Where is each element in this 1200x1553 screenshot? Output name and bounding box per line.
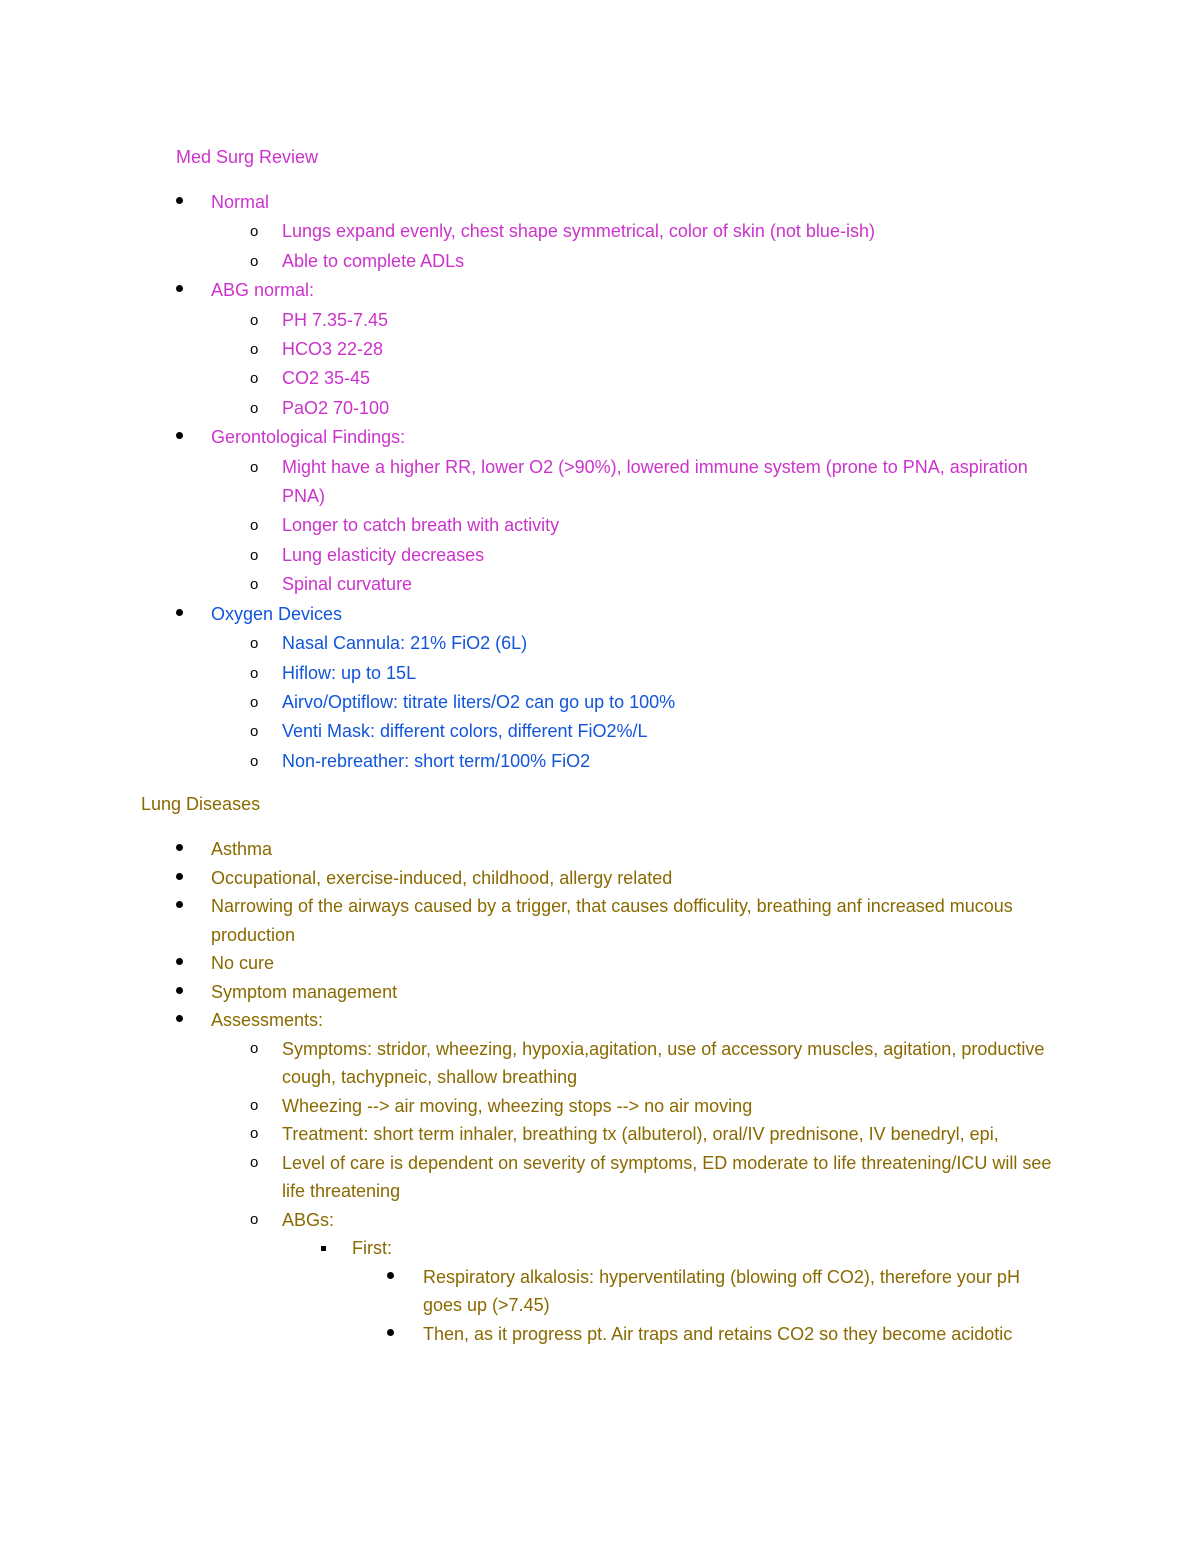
circle-bullet-icon: o bbox=[250, 252, 259, 270]
list-item bbox=[0, 1320, 1100, 1349]
item-text: Symptom management bbox=[211, 981, 398, 1002]
section-title-lung-diseases: Lung Diseases bbox=[141, 794, 261, 814]
circle-bullet-icon: o bbox=[250, 752, 259, 770]
circle-bullet-icon: o bbox=[250, 370, 259, 388]
bullet-icon bbox=[176, 197, 183, 204]
circle-bullet-icon: o bbox=[250, 693, 259, 711]
item-text: Longer to catch breath with activity bbox=[282, 515, 560, 536]
square-bullet-icon bbox=[321, 1246, 326, 1251]
list-item-abg bbox=[0, 276, 1100, 305]
list-item bbox=[0, 629, 1100, 658]
item-text: Hiflow: up to 15L bbox=[282, 662, 417, 683]
item-text: Able to complete ADLs bbox=[282, 250, 465, 271]
list-item bbox=[0, 1263, 1100, 1320]
list-item bbox=[0, 717, 1100, 746]
list-item bbox=[0, 394, 1100, 423]
list-item bbox=[0, 541, 1100, 570]
item-text: Occupational, exercise-induced, childhood, allergy related bbox=[211, 867, 673, 888]
item-text: PaO2 70-100 bbox=[282, 397, 390, 418]
circle-bullet-icon: o bbox=[250, 1096, 259, 1114]
item-label: ABG normal: bbox=[211, 280, 315, 301]
list-item bbox=[0, 1234, 1100, 1263]
list-item bbox=[0, 1092, 1100, 1121]
list-item bbox=[0, 1149, 1100, 1206]
bullet-icon bbox=[387, 1329, 394, 1336]
document-title: Med Surg Review bbox=[176, 147, 319, 167]
list-item bbox=[0, 570, 1100, 599]
item-label: Oxygen Devices bbox=[211, 603, 343, 624]
item-text: Non-rebreather: short term/100% FiO2 bbox=[282, 750, 591, 771]
item-text: Lungs expand evenly, chest shape symmetrical, color of skin (not blue-ish) bbox=[282, 221, 875, 242]
item-text: Symptoms: stridor, wheezing, hypoxia,agitation, use of accessory muscles, agitation, productive cough, tachypneic, shallow breathing bbox=[282, 1038, 1045, 1087]
item-text: Might have a higher RR, lower O2 (>90%), lowered immune system (prone to PNA, aspiration PNA) bbox=[282, 456, 1028, 507]
list-item bbox=[0, 364, 1100, 393]
item-text: Assessments: bbox=[211, 1010, 324, 1030]
bullet-icon bbox=[176, 901, 183, 908]
bullet-icon bbox=[176, 873, 183, 880]
list-item-gerontological bbox=[0, 423, 1100, 452]
circle-bullet-icon: o bbox=[250, 517, 259, 535]
bullet-icon bbox=[176, 432, 183, 439]
item-text: Asthma bbox=[211, 839, 273, 859]
list-item bbox=[0, 1006, 1100, 1035]
list-item-normal bbox=[0, 188, 1100, 217]
item-text: PH 7.35-7.45 bbox=[282, 309, 389, 330]
list-item bbox=[0, 659, 1100, 688]
item-text: First: bbox=[352, 1238, 392, 1258]
bullet-icon bbox=[176, 609, 183, 616]
bullet-icon bbox=[387, 1272, 394, 1279]
circle-bullet-icon: o bbox=[250, 576, 259, 594]
list-item bbox=[0, 1120, 1100, 1149]
item-text: Lung elasticity decreases bbox=[282, 544, 485, 565]
list-item bbox=[0, 892, 1100, 949]
item-text: HCO3 22-28 bbox=[282, 339, 384, 360]
list-item bbox=[0, 747, 1100, 776]
bullet-icon bbox=[176, 285, 183, 292]
circle-bullet-icon: o bbox=[250, 223, 259, 241]
item-text: Spinal curvature bbox=[282, 574, 413, 595]
bullet-icon bbox=[176, 958, 183, 965]
list-item bbox=[0, 1206, 1100, 1235]
list-item-oxygen-devices bbox=[0, 600, 1100, 629]
item-text: Venti Mask: different colors, different FiO2%/L bbox=[282, 721, 648, 742]
list-item bbox=[0, 335, 1100, 364]
item-text: Airvo/Optiflow: titrate liters/O2 can go up to 100% bbox=[282, 691, 676, 712]
item-text: Then, as it progress pt. Air traps and retains CO2 so they become acidotic bbox=[423, 1323, 1013, 1344]
circle-bullet-icon: o bbox=[250, 399, 259, 417]
item-text: Treatment: short term inhaler, breathing tx (albuterol), oral/IV prednisone, IV benedryl, epi, bbox=[282, 1124, 999, 1144]
circle-bullet-icon: o bbox=[250, 1039, 259, 1057]
bullet-icon bbox=[176, 987, 183, 994]
bullet-icon bbox=[176, 844, 183, 851]
circle-bullet-icon: o bbox=[250, 311, 259, 329]
circle-bullet-icon: o bbox=[250, 1210, 259, 1228]
item-label: Normal bbox=[211, 192, 270, 212]
circle-bullet-icon: o bbox=[250, 723, 259, 741]
item-label: Gerontological Findings: bbox=[211, 427, 406, 448]
list-item bbox=[0, 1035, 1100, 1092]
list-item bbox=[0, 835, 1100, 864]
list-item bbox=[0, 978, 1100, 1007]
circle-bullet-icon: o bbox=[250, 664, 259, 682]
item-text: Respiratory alkalosis: hyperventilating (blowing off CO2), therefore your pH goes up (>7.45) bbox=[423, 1266, 1020, 1315]
item-text: No cure bbox=[211, 953, 275, 973]
list-item bbox=[0, 864, 1100, 893]
item-text: Wheezing --> air moving, wheezing stops --> no air moving bbox=[282, 1095, 753, 1116]
bullet-icon bbox=[176, 1015, 183, 1022]
item-text: ABGs: bbox=[282, 1209, 335, 1230]
item-text: CO2 35-45 bbox=[282, 368, 371, 389]
circle-bullet-icon: o bbox=[250, 1125, 259, 1142]
list-item bbox=[0, 511, 1100, 540]
list-item bbox=[0, 247, 1100, 276]
circle-bullet-icon: o bbox=[250, 458, 259, 476]
review-list bbox=[0, 188, 1100, 776]
list-item bbox=[0, 688, 1100, 717]
circle-bullet-icon: o bbox=[250, 635, 259, 653]
item-text: Nasal Cannula: 21% FiO2 (6L) bbox=[282, 633, 528, 654]
list-item bbox=[0, 306, 1100, 335]
circle-bullet-icon: o bbox=[250, 1153, 259, 1171]
lung-diseases-list bbox=[0, 835, 1100, 1348]
list-item bbox=[0, 453, 1100, 512]
circle-bullet-icon: o bbox=[250, 546, 259, 564]
item-text: Narrowing of the airways caused by a trigger, that causes dofficulity, breathing anf increased mucous production bbox=[211, 896, 1013, 945]
list-item bbox=[0, 949, 1100, 978]
circle-bullet-icon: o bbox=[250, 341, 259, 359]
item-text: Level of care is dependent on severity of symptoms, ED moderate to life threatening/ICU will see life threatening bbox=[282, 1152, 1052, 1201]
list-item bbox=[0, 217, 1100, 246]
